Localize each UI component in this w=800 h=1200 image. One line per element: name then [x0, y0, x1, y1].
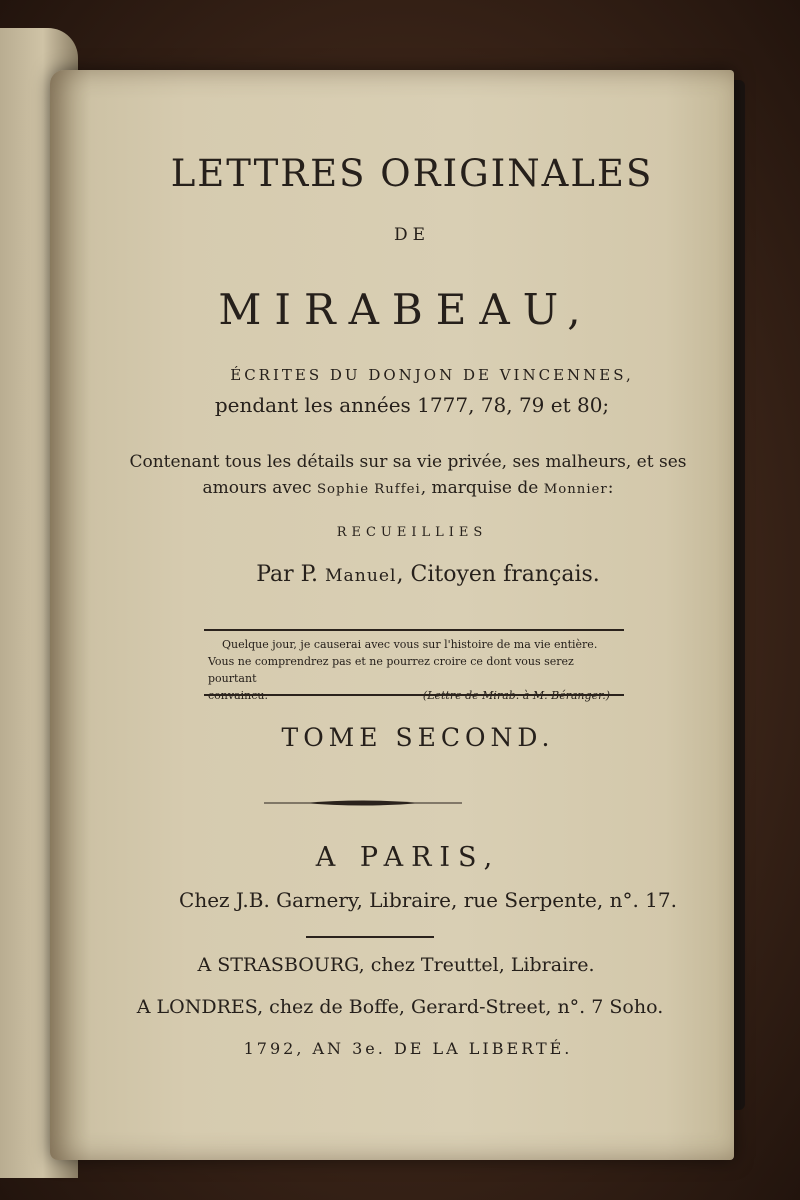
divider-rule: [306, 936, 434, 938]
subtitle-written: ÉCRITES DU DONJON DE VINCENNES,: [230, 366, 634, 384]
person-name: Sophie Ruffei: [316, 482, 421, 497]
ornament-rule: [264, 800, 462, 806]
imprint-date: 1792, AN 3e. DE LA LIBERTÉ.: [243, 1039, 573, 1058]
title-page: [50, 70, 734, 1160]
editor-name: Manuel: [324, 566, 397, 586]
epigraph-line: Vous ne comprendrez pas et ne pourrez croire ce dont vous serez pourtant: [208, 655, 574, 685]
epigraph-line: Quelque jour, je causerai avec vous sur l'histoire de ma vie entière.: [222, 638, 598, 651]
editor-prefix: Par P.: [256, 562, 325, 587]
divider-rule: [204, 629, 624, 631]
imprint-city: A PARIS,: [315, 842, 501, 873]
editor-line: [50, 562, 770, 587]
imprint-strasbourg: A STRASBOURG, chez Treuttel, Libraire.: [197, 954, 595, 976]
divider-rule: [204, 694, 624, 696]
recueillies-label: RECUEILLIES: [336, 525, 488, 540]
book-title: LETTRES ORIGINALES: [170, 152, 654, 195]
imprint-londres: A LONDRES, chez de Boffe, Gerard-Street, n°. 7 Soho.: [136, 996, 664, 1018]
description-line-2: [50, 478, 750, 498]
subtitle-years: pendant les années 1777, 78, 79 et 80;: [214, 393, 610, 417]
description-text: , marquise de: [420, 478, 544, 498]
editor-suffix: , Citoyen français.: [396, 562, 600, 587]
imprint-publisher: Chez J.B. Garnery, Libraire, rue Serpente, n°. 17.: [179, 888, 677, 912]
description-text: :: [607, 478, 614, 498]
title-connector: DE: [393, 225, 431, 245]
person-name: Monnier: [543, 482, 608, 497]
description-line-1: Contenant tous les détails sur sa vie privée, ses malheurs, et ses: [129, 452, 687, 472]
author-name: MIRABEAU,: [218, 285, 594, 334]
volume-label: TOME SECOND.: [281, 723, 555, 752]
description-text: amours avec: [202, 478, 317, 498]
